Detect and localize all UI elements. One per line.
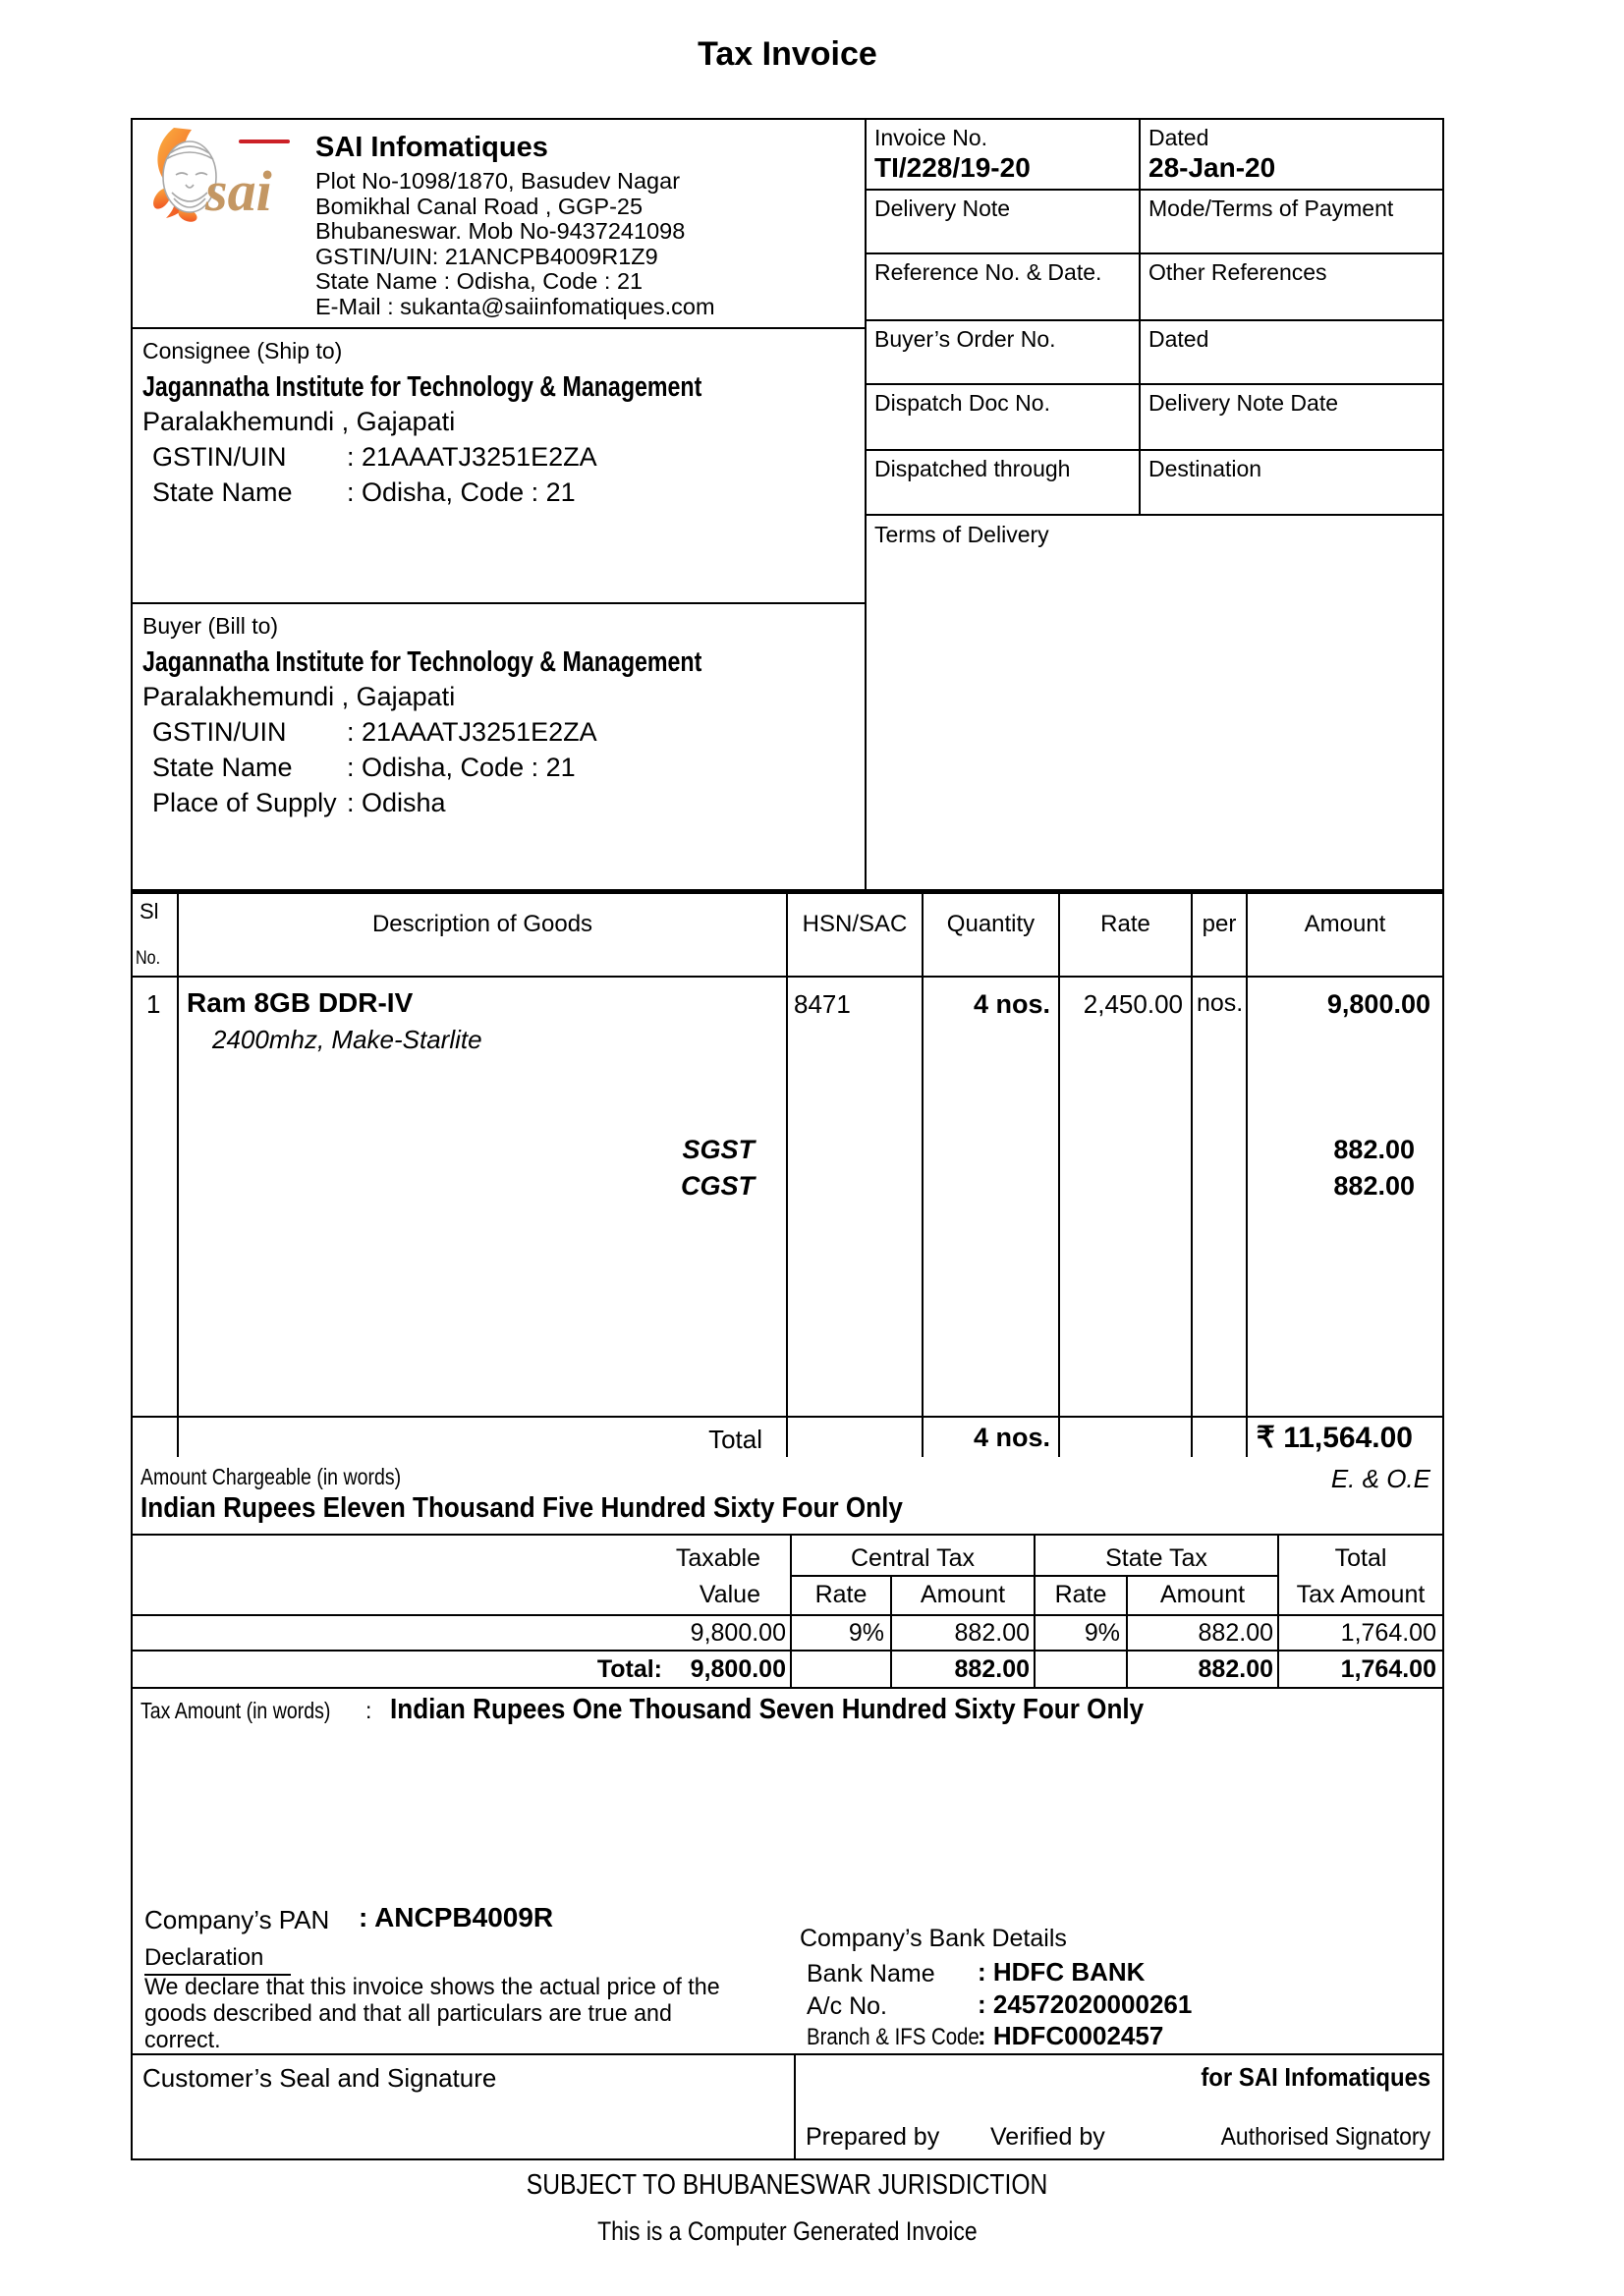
total-tax-amount-header: Tax Amount (1296, 1581, 1426, 1608)
items-grand-total: ₹ 11,564.00 (1256, 1422, 1413, 1454)
buyer-state: State Name : Odisha, Code : 21 (152, 753, 576, 782)
authorised-signatory-label: Authorised Signatory (1220, 2123, 1430, 2151)
cgst-amount: 882.00 (1333, 1171, 1415, 1201)
tax-summary-table (133, 1534, 1442, 1687)
tax-header-row-2 (133, 1577, 1442, 1614)
tax-data-row (133, 1614, 1442, 1650)
taxable-header: Taxable (133, 1536, 792, 1577)
verified-by-label: Verified by (990, 2123, 1105, 2151)
item-amount-cell (1248, 978, 1442, 1416)
tax-header-row-1 (133, 1536, 1442, 1577)
consignee-label: Consignee (Ship to) (142, 338, 343, 364)
page-title: Tax Invoice (698, 35, 877, 73)
state-tax-header: State Tax (1036, 1536, 1279, 1577)
seller-gstin: GSTIN/UIN: 21ANCPB4009R1Z9 (315, 243, 658, 269)
declaration-bank-section (133, 1732, 1442, 2053)
item-hsn-cell: 8471 (788, 978, 924, 1416)
item-per-cell: nos. (1193, 978, 1248, 1416)
meta-reference: Reference No. & Date. (867, 254, 1141, 319)
pan-label: Company’s PAN (144, 1905, 330, 1934)
total-tax-header: Total (1334, 1544, 1387, 1572)
seller-box (133, 120, 865, 329)
header-sl-no: Sl No. (133, 894, 179, 976)
meta-invoice-no: Invoice No. TI/228/19-20 (867, 120, 1141, 189)
amount-words-label: Amount Chargeable (in words) (140, 1464, 402, 1489)
bank-details-title: Company’s Bank Details (800, 1925, 1067, 1952)
tax-total-state: 882.00 (1128, 1652, 1279, 1687)
bank-ac-label: A/c No. (807, 1992, 887, 2020)
item-qty-cell: 4 nos. (924, 978, 1060, 1416)
header-per: per (1193, 894, 1248, 976)
buyer-label: Buyer (Bill to) (142, 613, 279, 639)
buyer-box (133, 604, 865, 889)
consignee-address: Paralakhemundi , Gajapati (142, 407, 456, 436)
header-rate: Rate (1060, 894, 1193, 976)
customer-seal-box (133, 2055, 796, 2158)
consignee-name: Jagannatha Institute for Technology & Management (142, 371, 702, 403)
meta-buyers-order: Buyer’s Order No. (867, 321, 1141, 383)
cgst-label: CGST (680, 1171, 755, 1201)
central-amount: 882.00 (892, 1616, 1036, 1650)
item-sl: 1 (133, 978, 179, 1416)
item-description-cell (179, 978, 788, 1416)
taxable-value-header: Value (133, 1577, 792, 1614)
tax-total-central: 882.00 (892, 1652, 1036, 1687)
items-total-row (133, 1416, 1442, 1457)
tax-words-section: Tax Amount (in words) : Indian Rupees One Thousand Seven Hundred Sixty Four Only (133, 1687, 1442, 1732)
invoice-date: 28-Jan-20 (1148, 152, 1276, 183)
tax-total-taxable-cell: Total: 9,800.00 (133, 1652, 792, 1687)
buyer-gstin: GSTIN/UIN : 21AAATJ3251E2ZA (152, 717, 597, 747)
item-spec: 2400mhz, Make-Starlite (212, 1025, 482, 1054)
meta-order-dated: Dated (1148, 326, 1209, 352)
state-rate-header: Rate (1036, 1577, 1128, 1614)
pan-value: : ANCPB4009R (359, 1902, 554, 1932)
total-tax-amount: 1,764.00 (1340, 1619, 1436, 1647)
amount-words-text: Indian Rupees Eleven Thousand Five Hundred Sixty Four Only (140, 1492, 903, 1524)
tax-words-label: Tax Amount (in words) (140, 1698, 331, 1723)
meta-dated: Dated 28-Jan-20 (1141, 120, 1442, 189)
central-rate-header: Rate (792, 1577, 892, 1614)
meta-payment-terms: Mode/Terms of Payment (1148, 196, 1394, 221)
buyer-place-of-supply: Place of Supply : Odisha (152, 788, 446, 817)
items-header-row (133, 894, 1442, 978)
bank-ifs-label: Branch & IFS Code (807, 2024, 980, 2050)
items-body-row (133, 978, 1442, 1416)
invoice-sheet (131, 118, 1444, 2160)
central-amount-header: Amount (892, 1577, 1036, 1614)
computer-generated-note: This is a Computer Generated Invoice (597, 2216, 978, 2246)
prepared-by-label: Prepared by (806, 2123, 940, 2151)
amount-in-words-section (133, 1457, 1442, 1534)
meta-delivery-note-date: Delivery Note Date (1148, 390, 1339, 416)
state-rate: 9% (1036, 1616, 1128, 1650)
bank-ifs-value: : HDFC0002457 (978, 2021, 1164, 2050)
central-rate: 9% (792, 1616, 892, 1650)
meta-dispatch-doc: Dispatch Doc No. (867, 385, 1141, 449)
item-amount: 9,800.00 (1326, 989, 1430, 1019)
meta-row (867, 191, 1442, 254)
sgst-label: SGST (682, 1135, 755, 1164)
taxable-value: 9,800.00 (133, 1616, 792, 1650)
seller-address-line: Plot No-1098/1870, Basudev Nagar (315, 168, 681, 194)
company-signature-box (796, 2055, 1442, 2158)
declaration-title: Declaration (144, 1944, 291, 1976)
header-amount: Amount (1304, 911, 1386, 937)
invoice-number: TI/228/19-20 (874, 152, 1031, 183)
header-description: Description of Goods (179, 894, 788, 976)
parties-column (133, 120, 867, 889)
bank-ac-value: : 24572020000261 (978, 1989, 1193, 2019)
state-amount: 882.00 (1128, 1616, 1279, 1650)
seller-name: SAI Infomatiques (315, 132, 548, 163)
seller-email: E-Mail : sukanta@saiinfomatiques.com (315, 293, 715, 319)
seller-address-line: Bhubaneswar. Mob No-9437241098 (315, 218, 686, 244)
meta-row (867, 120, 1442, 191)
terms-of-delivery: Terms of Delivery (874, 522, 1049, 547)
meta-other-references: Other References (1148, 259, 1327, 285)
header-quantity: Quantity (924, 894, 1060, 976)
items-table (133, 889, 1442, 1457)
bank-name-label: Bank Name (807, 1960, 935, 1988)
logo-wordmark: sai (205, 159, 272, 223)
meta-row (867, 254, 1442, 321)
top-section (133, 120, 1442, 889)
state-amount-header: Amount (1128, 1577, 1279, 1614)
header-hsn: HSN/SAC (788, 894, 924, 976)
tax-total-row (133, 1650, 1442, 1687)
buyer-address: Paralakhemundi , Gajapati (142, 682, 456, 711)
company-logo (144, 128, 298, 226)
consignee-state: State Name : Odisha, Code : 21 (152, 477, 576, 507)
items-total-qty: 4 nos. (973, 1423, 1050, 1452)
consignee-gstin: GSTIN/UIN : 21AAATJ3251E2ZA (152, 442, 597, 472)
for-company-label: for SAI Infomatiques (1201, 2062, 1430, 2092)
invoice-meta-grid (867, 120, 1442, 889)
item-rate-cell: 2,450.00 (1060, 978, 1193, 1416)
logo-tagline-mark (239, 140, 290, 143)
sgst-amount: 882.00 (1333, 1135, 1415, 1164)
meta-delivery-note: Delivery Note (867, 191, 1141, 252)
meta-row (867, 451, 1442, 516)
tax-words-text: Indian Rupees One Thousand Seven Hundred Sixty Four Only (390, 1694, 1145, 1725)
eoe-note: E. & O.E (1330, 1464, 1430, 1493)
declaration-text: We declare that this invoice shows the actual price of the goods described and that all particulars are true and correct. (144, 1974, 720, 2053)
seller-details (315, 132, 715, 319)
bank-name-value: : HDFC BANK (978, 1957, 1146, 1987)
jurisdiction-note: SUBJECT TO BHUBANESWAR JURISDICTION (527, 2169, 1048, 2201)
seller-address-line: Bomikhal Canal Road , GGP-25 (315, 193, 644, 219)
tax-total-grand: 1,764.00 (1340, 1655, 1436, 1683)
meta-row (867, 385, 1442, 451)
meta-destination: Destination (1148, 456, 1262, 481)
item-name: Ram 8GB DDR-IV (187, 987, 414, 1018)
items-total-label: Total (708, 1425, 762, 1454)
seller-state: State Name : Odisha, Code : 21 (315, 268, 644, 294)
consignee-box (133, 329, 865, 604)
meta-row (867, 321, 1442, 385)
central-tax-header: Central Tax (792, 1536, 1036, 1577)
customer-seal-label: Customer’s Seal and Signature (142, 2063, 497, 2093)
meta-dispatched-through: Dispatched through (867, 451, 1141, 514)
buyer-name: Jagannatha Institute for Technology & Management (142, 646, 702, 678)
signature-section (133, 2053, 1442, 2158)
